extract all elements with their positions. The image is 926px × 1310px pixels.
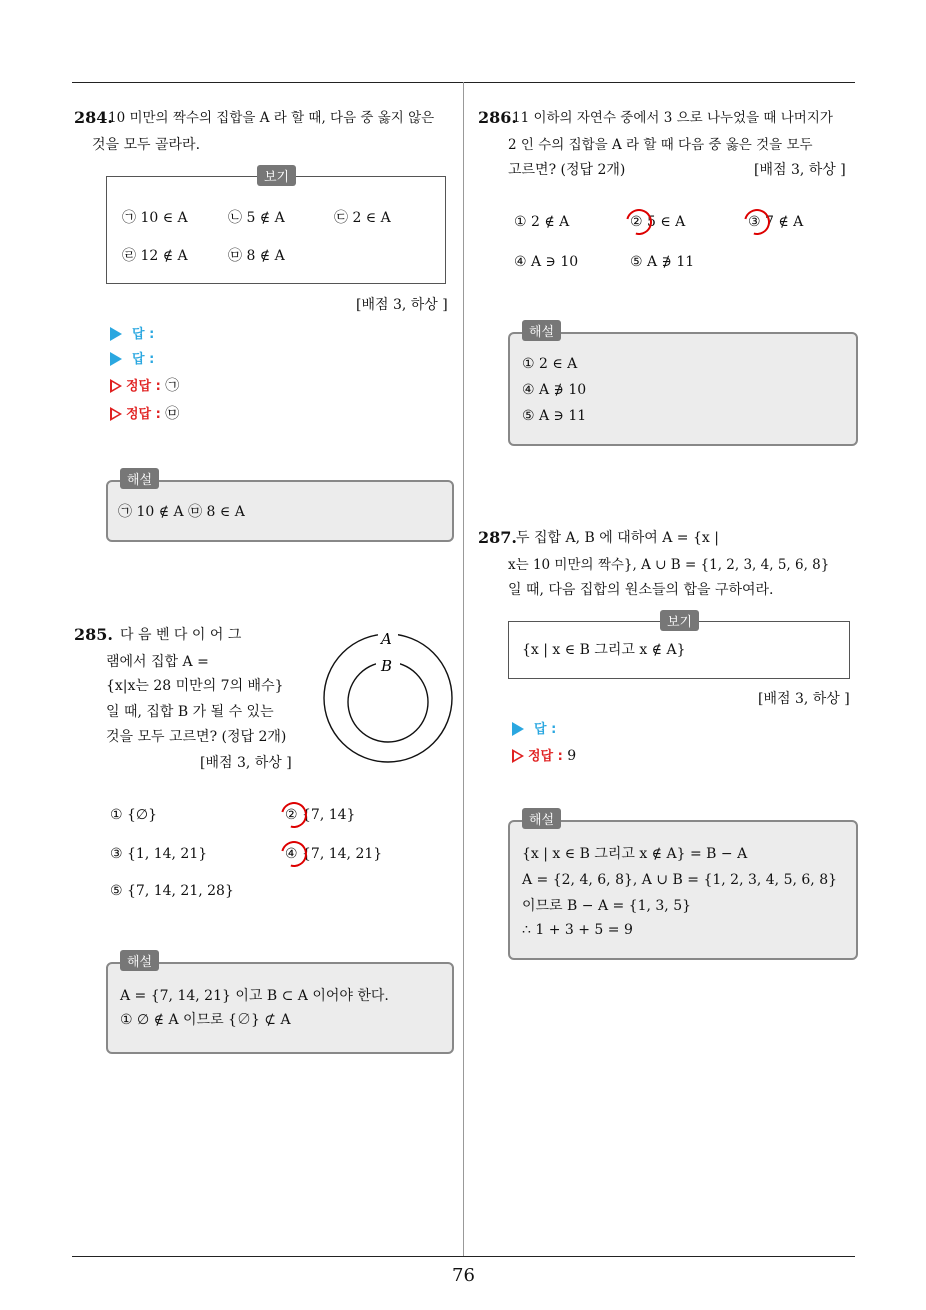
q287-explanation-2: A = {2, 4, 6, 8}, A ∪ B = {1, 2, 3, 4, 5, 6, 8} (522, 872, 838, 888)
q287-explanation-box (508, 813, 858, 960)
q287-correct: 정답 : 9 (512, 746, 576, 767)
q286-explanation-3: ⑤ A ∋ 11 (522, 408, 587, 424)
q287-explanation-3: 이므로 B − A = {1, 3, 5} (522, 898, 692, 914)
play-icon (110, 352, 122, 366)
q287-meta: [배점 3, 하상 ] (758, 691, 850, 707)
q285-text-2: 램에서 집합 A = (106, 654, 209, 670)
q286-choice-1: ① 2 ∉ A (514, 214, 570, 230)
q286-explanation-1: ① 2 ∈ A (522, 356, 578, 372)
q287-answer: 답 : (512, 719, 556, 740)
explanation-label: 해설 (522, 320, 561, 341)
play-icon (110, 327, 122, 341)
play-outline-icon (110, 379, 122, 393)
q284-number: 284. (74, 108, 113, 127)
q285-number: 285. (74, 625, 113, 644)
q287-text-2: x는 10 미만의 짝수}, A ∪ B = {1, 2, 3, 4, 5, 6, 8} (508, 557, 830, 573)
q285-choice-3: ③ {1, 14, 21} (110, 846, 208, 862)
q285-explanation-2: ① ∅ ∉ A 이므로 {∅} ⊄ A (120, 1012, 291, 1028)
venn-diagram (318, 622, 458, 772)
q284-text-2: 것을 모두 골라라. (92, 137, 201, 153)
q285-explanation-box (106, 955, 454, 1054)
q284-item-5: ㉤ 8 ∉ A (228, 248, 285, 264)
q284-bogi-box (106, 176, 446, 284)
play-outline-icon (110, 407, 122, 421)
q284-explanation-box (106, 473, 454, 542)
q287-bogi-text: {x | x ∈ B 그리고 x ∉ A} (522, 642, 686, 658)
explanation-label: 해설 (120, 468, 159, 489)
q287-explanation-1: {x | x ∈ B 그리고 x ∉ A} = B − A (522, 846, 748, 862)
q285-choice-4: ④ {7, 14, 21} (285, 846, 383, 862)
q284-item-3: ㉢ 2 ∈ A (334, 210, 391, 226)
q284-text-1: 10 미만의 짝수의 집합을 A 라 할 때, 다음 중 옳지 않은 (108, 110, 435, 126)
q285-choice-1: ① {∅} (110, 807, 158, 823)
q286-choice-3: ③ 7 ∉ A (748, 214, 804, 230)
q285-text-4: 일 때, 집합 B 가 될 수 있는 (106, 704, 274, 720)
q286-choice-2: ② 5 ∈ A (630, 214, 686, 230)
q287-number: 287. (478, 528, 517, 547)
q284-answer-1: 답 : (110, 324, 154, 345)
q285-explanation-1: A = {7, 14, 21} 이고 B ⊂ A 이어야 한다. (120, 988, 389, 1004)
explanation-label: 해설 (120, 950, 159, 971)
q284-item-2: ㉡ 5 ∉ A (228, 210, 285, 226)
venn-label-a: A (381, 630, 392, 648)
q287-explanation-4: ∴ 1 + 3 + 5 = 9 (522, 922, 633, 938)
venn-outer-circle (324, 634, 452, 762)
q286-number: 286. (478, 108, 517, 127)
q285-meta: [배점 3, 하상 ] (200, 755, 292, 771)
q284-bogi-label: 보기 (257, 165, 296, 186)
q287-bogi-label: 보기 (660, 610, 699, 631)
q286-explanation-2: ④ A ∌ 10 (522, 382, 587, 398)
play-outline-icon (512, 749, 524, 763)
q286-meta: [배점 3, 하상 ] (754, 162, 846, 178)
q284-meta: [배점 3, 하상 ] (356, 297, 448, 313)
q285-text-1: 다 음 벤 다 이 어 그 (120, 627, 242, 643)
q284-answer-2: 답 : (110, 349, 154, 370)
q285-text-3: {x|x는 28 미만의 7의 배수} (106, 678, 284, 694)
q285-text-5: 것을 모두 고르면? (정답 2개) (106, 729, 287, 745)
q286-choice-4: ④ A ∋ 10 (514, 254, 579, 270)
explanation-label: 해설 (522, 808, 561, 829)
q286-explanation-box (508, 325, 858, 446)
column-divider (463, 82, 464, 1257)
q284-correct-2: 정답 : ㉤ (110, 404, 179, 425)
q286-text-1: 11 이하의 자연수 중에서 3 으로 나누었을 때 나머지가 (512, 110, 833, 126)
q286-text-2: 2 인 수의 집합을 A 라 할 때 다음 중 옳은 것을 모두 (508, 137, 813, 153)
play-icon (512, 722, 524, 736)
q286-text-3: 고르면? (정답 2개) (508, 162, 626, 178)
q286-choice-5: ⑤ A ∌ 11 (630, 254, 695, 270)
q284-explanation: ㉠ 10 ∉ A ㉤ 8 ∈ A (118, 504, 245, 520)
q287-text-3: 일 때, 다음 집합의 원소들의 합을 구하여라. (508, 582, 774, 598)
q287-text-1: 두 집합 A, B 에 대하여 A = {x | (516, 530, 719, 546)
q284-item-1: ㉠ 10 ∈ A (122, 210, 188, 226)
venn-label-b: B (381, 657, 393, 675)
bottom-rule (72, 1256, 855, 1257)
q285-choice-5: ⑤ {7, 14, 21, 28} (110, 883, 234, 899)
page-number: 76 (452, 1265, 475, 1286)
q284-correct-1: 정답 : ㉠ (110, 376, 179, 397)
q285-choice-2: ② {7, 14} (285, 807, 356, 823)
q284-item-4: ㉣ 12 ∉ A (122, 248, 188, 264)
